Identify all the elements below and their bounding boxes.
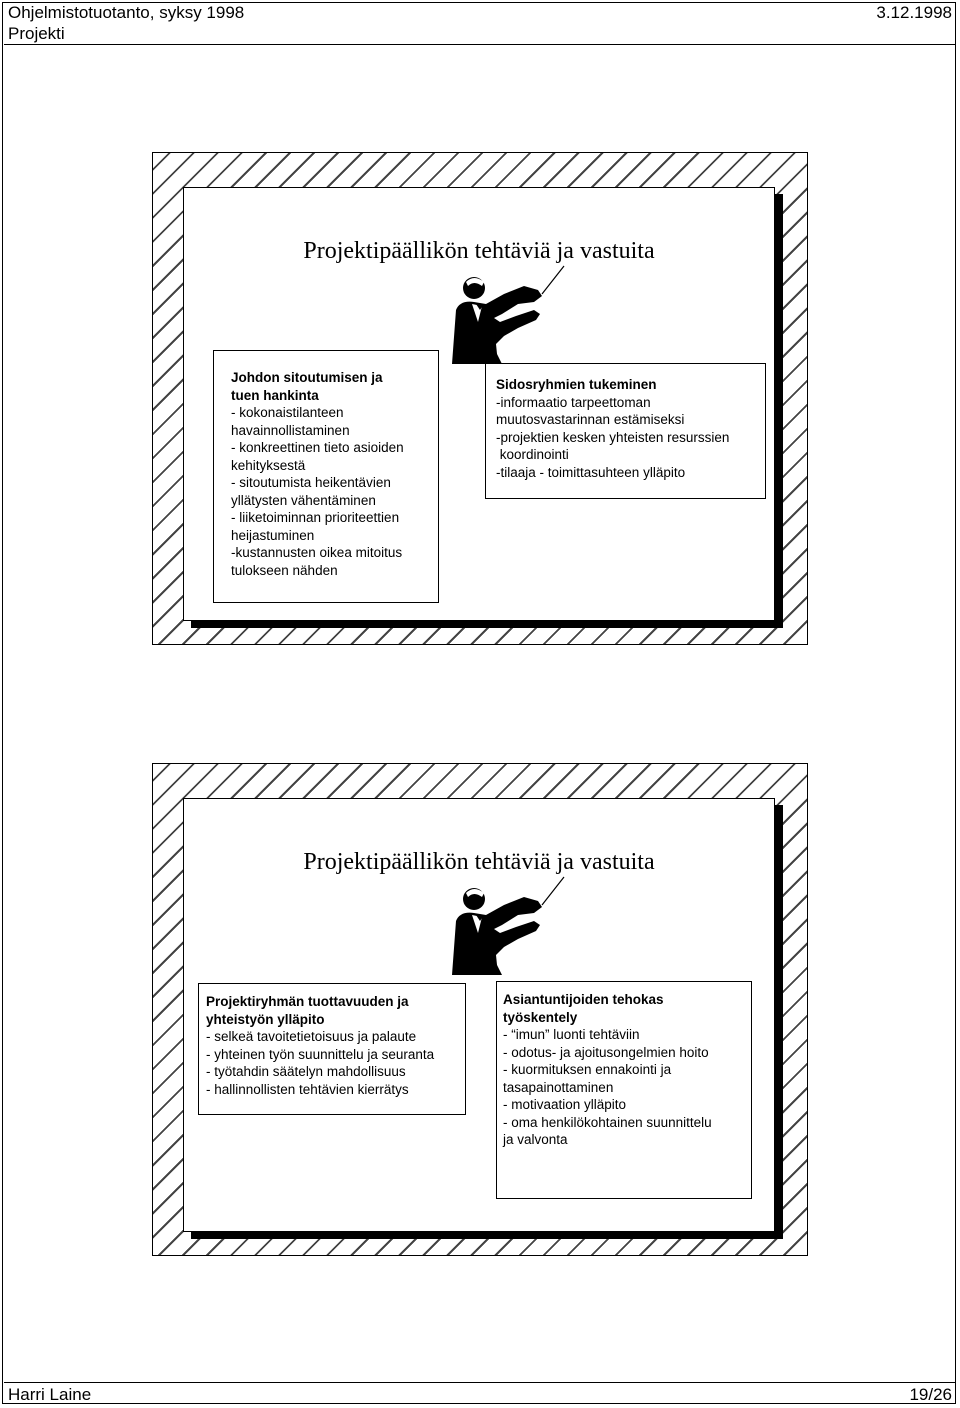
list-item: - kuormituksen ennakointi ja: [503, 1062, 672, 1077]
list-item: -projektien kesken yhteisten resurssien: [496, 429, 730, 445]
footer-author: Harri Laine: [8, 1385, 92, 1404]
list-item: - yhteinen työn suunnittelu ja seuranta: [206, 1046, 435, 1062]
slide-title: Projektipäällikön tehtäviä ja vastuita: [303, 849, 655, 875]
slide-1: [152, 152, 808, 645]
heading-line: yhteistyön ylläpito: [206, 1011, 325, 1027]
heading-line: Asiantuntijoiden tehokas: [503, 992, 664, 1007]
list-item: -informaatio tarpeettoman: [496, 394, 651, 410]
page-number: 19/26: [909, 1385, 952, 1404]
team-productivity-box: [198, 983, 466, 1115]
heading-line: Johdon sitoutumisen ja: [231, 370, 383, 385]
header-date: 3.12.1998: [876, 3, 952, 22]
course-name: Ohjelmistotuotanto, syksy 1998: [8, 3, 245, 22]
list-item: havainnollistaminen: [231, 422, 350, 438]
heading-line: Projektiryhmän tuottavuuden ja: [206, 994, 409, 1009]
heading-line: työskentely: [503, 1009, 578, 1025]
list-item: - motivaation ylläpito: [503, 1097, 627, 1112]
list-item: yllätysten vähentäminen: [231, 492, 376, 508]
list-item: koordinointi: [496, 447, 569, 462]
list-item: tulokseen nähden: [231, 562, 338, 578]
list-item: - selkeä tavoitetietoisuus ja palaute: [206, 1029, 417, 1044]
stakeholder-heading: [496, 376, 759, 394]
list-item: muutosvastarinnan estämiseksi: [496, 412, 685, 427]
list-item: kehityksestä: [231, 457, 306, 473]
list-item: - työtahdin säätelyn mahdollisuus: [206, 1064, 406, 1079]
commitment-box: [213, 350, 439, 603]
commitment-heading: [231, 369, 430, 404]
section-name: Projekti: [8, 24, 65, 43]
list-item: -tilaaja - toimittasuhteen ylläpito: [496, 464, 686, 480]
list-item: - odotus- ja ajoitusongelmien hoito: [503, 1044, 709, 1060]
list-item: - kokonaistilanteen: [231, 405, 344, 420]
list-item: - “imun” luonti tehtäviin: [503, 1027, 640, 1042]
list-item: - hallinnollisten tehtävien kierrätys: [206, 1081, 409, 1097]
list-item: - sitoutumista heikentävien: [231, 475, 391, 490]
footer-divider: [4, 1382, 956, 1383]
list-item: ja valvonta: [503, 1132, 568, 1147]
experts-heading: [503, 991, 747, 1026]
list-item: - liiketoiminnan prioriteettien: [231, 510, 400, 525]
list-item: - konkreettinen tieto asioiden: [231, 440, 404, 455]
conductor-icon: [446, 875, 574, 975]
slide-title: Projektipäällikön tehtäviä ja vastuita: [303, 238, 655, 264]
heading-line: tuen hankinta: [231, 387, 319, 403]
team-heading: [206, 993, 461, 1028]
list-item: -kustannusten oikea mitoitus: [231, 545, 403, 560]
list-item: tasapainottaminen: [503, 1079, 614, 1095]
stakeholder-box: [485, 363, 766, 499]
header-divider: [4, 44, 956, 45]
heading-line: Sidosryhmien tukeminen: [496, 377, 657, 392]
list-item: heijastuminen: [231, 527, 315, 543]
list-item: - oma henkilökohtainen suunnittelu: [503, 1114, 712, 1130]
experts-box: [496, 981, 752, 1199]
slide-2: [152, 763, 808, 1256]
conductor-icon: [446, 264, 574, 364]
